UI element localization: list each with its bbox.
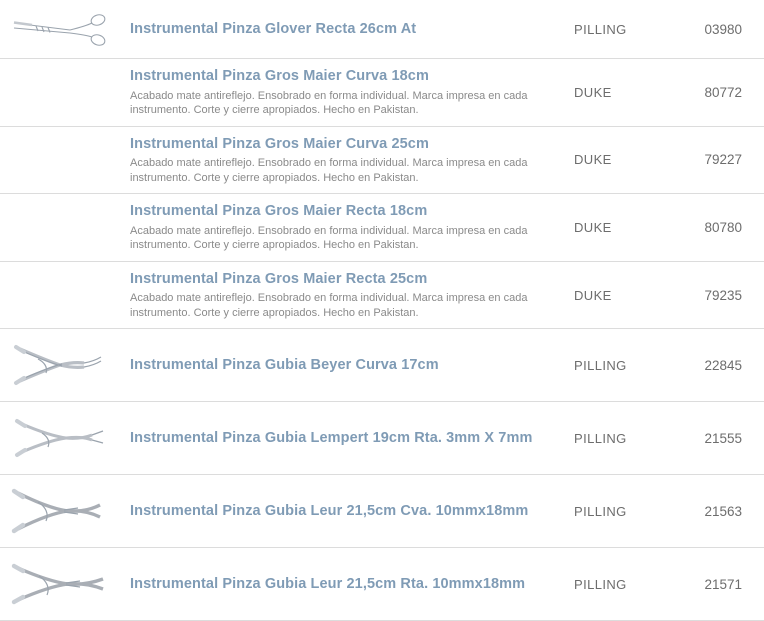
product-thumbnail-cell	[0, 0, 120, 59]
table-row[interactable]	[0, 194, 764, 262]
product-thumbnail-cell	[0, 475, 120, 548]
table-row[interactable]	[0, 261, 764, 329]
product-thumbnail-cell	[0, 402, 120, 475]
product-info-cell	[120, 59, 568, 127]
product-info-cell	[120, 402, 568, 475]
product-description: Acabado mate antireflejo. Ensobrado en forma individual. Marca impresa en cada instrumento. Corte y cierre apropiados. Hecho en Pakistan.	[130, 89, 528, 117]
product-code: 80780	[704, 219, 742, 235]
product-thumbnail-cell	[0, 329, 120, 402]
no-image-icon	[8, 227, 112, 228]
product-title[interactable]: Instrumental Pinza Gubia Leur 21,5cm Rta. 10mmx18mm	[130, 576, 526, 593]
forceps-straight-icon	[8, 6, 112, 52]
product-info-cell	[120, 0, 568, 59]
product-brand: PILLING	[574, 430, 627, 446]
product-brand: DUKE	[574, 287, 612, 303]
product-title[interactable]: Instrumental Pinza Gubia Beyer Curva 17cm	[130, 357, 439, 374]
product-code: 80772	[704, 84, 742, 100]
no-image-icon	[8, 295, 112, 296]
rongeur-leur-curved-icon	[8, 483, 112, 539]
product-title[interactable]: Instrumental Pinza Gros Maier Curva 18cm	[130, 68, 429, 84]
product-info-cell	[120, 475, 568, 548]
product-code: 21571	[704, 576, 742, 592]
rongeur-lempert-icon	[8, 410, 112, 466]
table-row[interactable]	[0, 0, 764, 59]
product-info-cell	[120, 261, 568, 329]
product-title[interactable]: Instrumental Pinza Gros Maier Recta 18cm	[130, 203, 428, 220]
product-info-cell	[120, 194, 568, 262]
product-code: 21555	[704, 430, 742, 446]
product-info-cell	[120, 126, 568, 194]
product-brand: PILLING	[574, 576, 627, 592]
table-row[interactable]	[0, 126, 764, 194]
table-row[interactable]	[0, 548, 764, 621]
product-code: 79235	[704, 287, 742, 303]
product-thumbnail-cell	[0, 548, 120, 621]
product-info-cell	[120, 329, 568, 402]
no-image-icon	[8, 159, 112, 160]
product-code: 21563	[704, 503, 742, 519]
product-brand: PILLING	[574, 357, 627, 373]
product-brand: PILLING	[574, 21, 627, 37]
table-row[interactable]	[0, 475, 764, 548]
product-title[interactable]: Instrumental Pinza Gubia Leur 21,5cm Cva. 10mmx18mm	[130, 503, 529, 520]
product-description: Acabado mate antireflejo. Ensobrado en forma individual. Marca impresa en cada instrumento. Corte y cierre apropiados. Hecho en Pakistan.	[130, 157, 528, 184]
product-code: 79227	[704, 152, 742, 168]
rongeur-curved-icon	[8, 337, 112, 393]
no-image-icon	[8, 92, 112, 93]
product-title[interactable]: Instrumental Pinza Gros Maier Recta 25cm	[130, 270, 428, 287]
table-row[interactable]	[0, 59, 764, 127]
product-brand: PILLING	[574, 503, 627, 519]
product-thumbnail-cell	[0, 194, 120, 262]
product-brand: DUKE	[574, 152, 612, 168]
product-description: Acabado mate antireflejo. Ensobrado en forma individual. Marca impresa en cada instrumento. Corte y cierre apropiados. Hecho en Pakistan.	[130, 292, 528, 319]
product-brand: DUKE	[574, 84, 612, 100]
product-title[interactable]: Instrumental Pinza Glover Recta 26cm At	[130, 20, 417, 37]
product-title[interactable]: Instrumental Pinza Gros Maier Curva 25cm	[130, 135, 429, 152]
table-row[interactable]	[0, 329, 764, 402]
table-row[interactable]	[0, 402, 764, 475]
product-info-cell	[120, 548, 568, 621]
product-title[interactable]: Instrumental Pinza Gubia Lempert 19cm Rta. 3mm X 7mm	[130, 430, 533, 447]
product-code: 03980	[704, 21, 742, 37]
product-thumbnail-cell	[0, 59, 120, 127]
product-thumbnail-cell	[0, 261, 120, 329]
product-description: Acabado mate antireflejo. Ensobrado en forma individual. Marca impresa en cada instrumento. Corte y cierre apropiados. Hecho en Pakistan.	[130, 224, 528, 252]
rongeur-leur-straight-icon	[8, 556, 112, 612]
product-brand: DUKE	[574, 219, 612, 235]
product-code: 22845	[704, 357, 742, 373]
product-thumbnail-cell	[0, 126, 120, 194]
